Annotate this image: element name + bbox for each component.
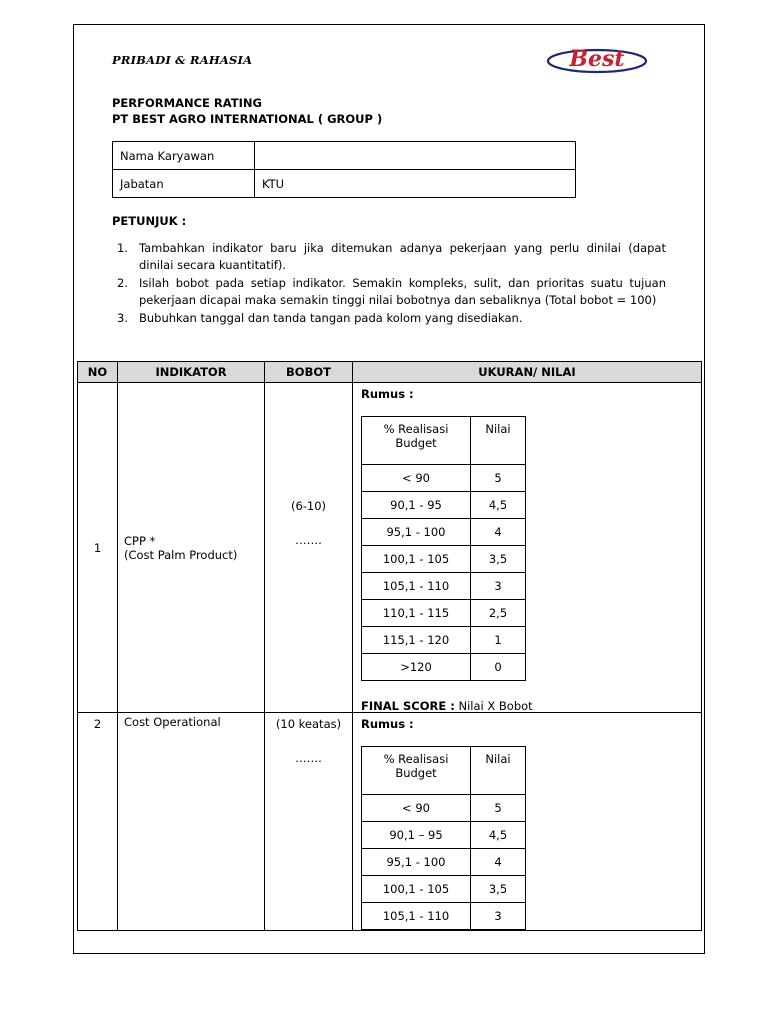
instruction-item: 1. Tambahkan indikator baru jika ditemukan adanya pekerjaan yang perlu dinilai (dapat dinilai secara kuantitatif). xyxy=(117,241,666,272)
instructions-heading: PETUNJUK : xyxy=(112,214,187,228)
row-number: 1 xyxy=(78,383,118,713)
employee-name-field[interactable] xyxy=(255,142,576,170)
realisasi-header: % Realisasi Budget xyxy=(362,417,471,465)
rating-table-header xyxy=(78,362,702,383)
realisasi-header: % Realisasi Budget xyxy=(362,747,471,795)
table-row xyxy=(78,713,702,931)
employee-label: Nama Karyawan xyxy=(113,142,255,170)
formula-label: Rumus : xyxy=(361,387,414,401)
weight-cell xyxy=(265,713,353,931)
weight-cell xyxy=(265,383,353,713)
score-table-header xyxy=(362,417,526,465)
table-row xyxy=(78,383,702,713)
score-table xyxy=(361,416,526,681)
company-logo xyxy=(545,44,649,76)
indicator-name: CPP * xyxy=(124,533,156,548)
indicator-name: Cost Operational xyxy=(124,715,221,729)
company-name: PT BEST AGRO INTERNATIONAL ( GROUP ) xyxy=(112,112,383,126)
weight-blank[interactable]: ……. xyxy=(295,532,322,547)
score-row: >120 0 xyxy=(362,654,526,681)
doc-title: PERFORMANCE RATING xyxy=(112,96,262,110)
employee-label: Jabatan xyxy=(113,170,255,198)
employee-info-table xyxy=(112,141,576,198)
score-row: 90,1 – 95 4,5 xyxy=(362,822,526,849)
employee-row-name xyxy=(113,142,576,170)
measure-cell xyxy=(353,713,702,931)
employee-position-field[interactable]: KTU xyxy=(255,170,576,198)
weight-range: (6-10) xyxy=(290,498,327,513)
col-indikator: INDIKATOR xyxy=(118,362,265,383)
final-score: FINAL SCORE : Nilai X Bobot xyxy=(361,699,533,713)
instructions-list xyxy=(112,240,666,328)
col-bobot: BOBOT xyxy=(265,362,353,383)
score-row: 110,1 - 115 2,5 xyxy=(362,600,526,627)
logo-wordmark: Best xyxy=(569,46,625,72)
indicator-cell xyxy=(118,383,265,713)
instruction-item: 3. Bubuhkan tanggal dan tanda tangan pada kolom yang disediakan. xyxy=(117,311,523,325)
score-row: 95,1 - 100 4 xyxy=(362,519,526,546)
score-table-header xyxy=(362,747,526,795)
score-table xyxy=(361,746,526,930)
rating-table xyxy=(77,361,702,931)
score-row: 90,1 - 95 4,5 xyxy=(362,492,526,519)
weight-range: (10 keatas) xyxy=(275,717,342,731)
nilai-header: Nilai xyxy=(471,747,526,795)
score-row: < 90 5 xyxy=(362,465,526,492)
confidential-label: PRIBADI & RAHASIA xyxy=(112,53,253,67)
score-row: 100,1 - 105 3,5 xyxy=(362,876,526,903)
nilai-header: Nilai xyxy=(471,417,526,465)
indicator-desc: (Cost Palm Product) xyxy=(124,547,238,562)
instruction-item: 2. Isilah bobot pada setiap indikator. Semakin kompleks, sulit, dan prioritas suatu tujuan pekerjaan dicapai maka semakin tinggi nilai bobotnya dan sebaliknya (Total bobot = 100) xyxy=(117,276,666,307)
score-row: 115,1 - 120 1 xyxy=(362,627,526,654)
row-number: 2 xyxy=(78,713,118,931)
formula-label: Rumus : xyxy=(361,717,414,731)
score-row: 100,1 - 105 3,5 xyxy=(362,546,526,573)
col-ukuran: UKURAN/ NILAI xyxy=(353,362,702,383)
score-row: < 90 5 xyxy=(362,795,526,822)
score-row: 105,1 - 110 3 xyxy=(362,903,526,930)
score-row: 105,1 - 110 3 xyxy=(362,573,526,600)
score-row: 95,1 - 100 4 xyxy=(362,849,526,876)
indicator-cell xyxy=(118,713,265,931)
weight-blank[interactable]: ……. xyxy=(295,751,322,765)
employee-row-position xyxy=(113,170,576,198)
measure-cell xyxy=(353,383,702,713)
col-no: NO xyxy=(78,362,118,383)
